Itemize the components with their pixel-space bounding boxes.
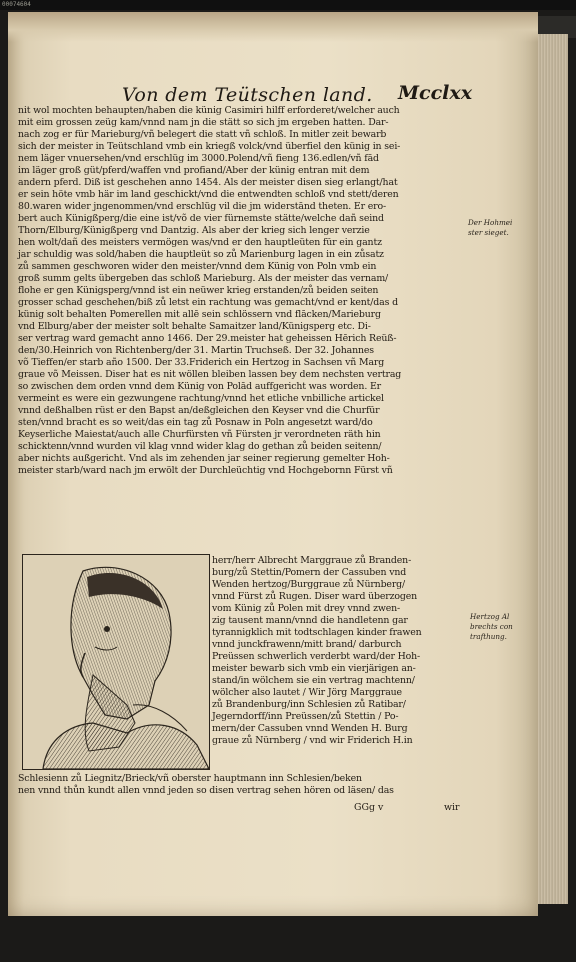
marginal-note: trafthung. [470, 632, 507, 641]
text-line: vnnd deßhalben rüst er den Bapst an/deßgleichen den Keyser vnd die Churfür [18, 405, 380, 416]
text-line: graue võ Meissen. Diser hat es nit wöllen bleiben lassen bey dem nechsten vertrag [18, 369, 402, 380]
portrait-engraving [23, 555, 209, 769]
text-line: burg/zů Stettin/Pomern der Cassuben vnd [212, 567, 407, 578]
text-line: Keyserliche Maiestat/auch alle Churfürsten vñ Fürsten jr verordneten räth hin [18, 429, 381, 440]
marginal-note: Hertzog Al [470, 612, 510, 621]
text-line: graue zů Nürnberg / vnd wir Friderich H.in [212, 735, 413, 746]
text-line: künig solt behalten Pomerellen mit allē sein schlössern vnd flācken/Marieburg [18, 309, 381, 320]
text-line: herr/herr Albrecht Marggraue zů Branden- [212, 555, 412, 566]
text-line: Jegerndorff/inn Preüssen/zů Stettin / Po- [212, 711, 399, 722]
text-line: nen vnnd thůn kundt allen vnnd jeden so disen vertrag sehen hören od läsen/ das [18, 785, 394, 796]
text-line: groß summ gelts übergeben das schloß Marieburg. Als der meister das vernam/ [18, 273, 389, 284]
text-line: den/30.Heinrich von Richtenberg/der 31. Martin Truchseß. Der 32. Johannes [18, 345, 374, 356]
text-line: nem läger vnuersehen/vnd erschlüg im 3000.Polend/vñ fieng 136.edlen/vñ fād [18, 153, 379, 164]
text-line: wölcher also lautet / Wir Jörg Marggraue [212, 687, 402, 698]
text-line: nach zog er für Marieburg/vñ belegert die statt vñ schloß. In mitler zeit bewarb [18, 129, 387, 140]
text-line: andern pferd. Diß ist geschehen anno 1454. Als der meister disen sieg erlangt/hat [18, 177, 398, 188]
text-line: er sein höte vmb här im land geschickt/vnd die entwendten schloß vnd stett/deren [18, 189, 399, 200]
text-line: grosser schad geschehen/biß zů letst ein rachtung was gemacht/vnd er kent/das d [18, 297, 398, 308]
marginal-note: Der Hohmei [468, 218, 513, 227]
text-line: Schlesienn zů Liegnitz/Brieck/vñ oberster hauptmann inn Schlesien/beken [18, 773, 362, 784]
text-line: zig tausent mann/vnnd die handletenn gar [212, 615, 408, 626]
text-line: zů sammen geschworen wider den meister/vnnd dem Künig von Poln vmb ein [18, 261, 377, 272]
scan-top-bar [0, 0, 576, 10]
text-line: Wenden hertzog/Burggraue zů Nürnberg/ [212, 579, 406, 590]
woodcut-portrait [22, 554, 210, 770]
text-line: ser vertrag ward gemacht anno 1466. Der 29.meister hat geheissen Hērich Reüß- [18, 333, 397, 344]
text-line: Preüssen schwerlich verderbt ward/der Hoh- [212, 651, 421, 662]
text-line: im läger groß güt/pferd/waffen vnd profiand/Aber der künig entran mit dem [18, 165, 370, 176]
text-line: vnd Elburg/aber der meister solt behalte Samaitzer land/Künigsperg etc. Di- [18, 321, 371, 332]
text-line: mern/der Cassuben vnnd Wenden H. Burg [212, 723, 408, 734]
page-edges [538, 34, 568, 904]
text-line: hen wolt/dañ des meisters vermögen was/vnd er den hauptleüten für ein gantz [18, 237, 382, 248]
text-line: aber nichts außgericht. Vnd als im zehenden jar seiner regierung gemelter Hoh- [18, 453, 390, 464]
text-line: so zwischen dem orden vnnd dem Künig von Polād auffgericht was worden. Er [18, 381, 382, 392]
text-line: võ Tieffen/er starb año 1500. Der 33.Friderich ein Hertzog in Sachsen vñ Marg [18, 357, 385, 368]
marginal-note: brechts con [470, 622, 513, 631]
running-head: Von dem Teütschen land. [122, 84, 373, 106]
text-line: sten/vnnd bracht es so weit/das ein tag zů Posnaw in Poln angesetzt ward/do [18, 417, 373, 428]
text-line: jar schuldig was sold/haben die hauptleüt so zů Marienburg lagen in ein zůsatz [18, 249, 384, 260]
text-line: schicktenn/vnnd wurden vil klag vnnd wider klag do gethan zů beiden seitenn/ [18, 441, 382, 452]
text-line: stand/in wölchem sie ein vertrag machtenn/ [212, 675, 415, 686]
text-line: sich der meister in Teütschland vmb ein kriegß volck/vnd überfiel den künig in sei- [18, 141, 401, 152]
text-line: bert auch Künigßperg/die eine ist/võ de vier fürnemste stätte/welche dañ seind [18, 213, 384, 224]
text-line: mit eim grossen zeüg kam/vnnd nam jn die stätt so sich jm ergeben hatten. Dar- [18, 117, 389, 128]
catchword: wir [444, 802, 460, 813]
text-line: meister bewarb sich vmb ein vierjärigen an- [212, 663, 416, 674]
text-line: nit wol mochten behaupten/haben die künig Casimiri hilff erforderet/welcher auch [18, 105, 400, 116]
text-line: Thorn/Elburg/Künigßperg vnd Dantzig. Als aber der krieg sich lenger verzie [18, 225, 370, 236]
text-line: vnnd Fürst zů Rugen. Diser ward überzogen [212, 591, 418, 602]
scan-id: 00074604 [2, 1, 31, 8]
text-line: zů Brandenburg/inn Schlesien zů Ratibar/ [212, 699, 406, 710]
text-line: vnnd junckfrawenn/mitt brand/ darburch [212, 639, 402, 650]
page-top-shadow [8, 12, 538, 42]
text-line: vermeint es were ein gezwungene rachtung/vnnd het etliche vnbilliche artickel [18, 393, 384, 404]
text-line: meister starb/ward nach jm erwölt der Durchleüchtig vnd Hochgebornn Fürst vñ [18, 465, 393, 476]
text-line: vom Künig zů Polen mit drey vnnd zwen- [212, 603, 401, 614]
text-line: 80.waren wider jngenommen/vnd erschlüg vil die jm widerstānd theten. Er ero- [18, 201, 386, 212]
marginal-note: ster sieget. [468, 228, 509, 237]
text-line: flohe er gen Künigsperg/vnnd ist ein neüwer krieg erstanden/zů beiden seiten [18, 285, 379, 296]
folio-number: Mcclxx [398, 82, 473, 104]
text-line: tyrannigklich mit todtschlagen kinder frawen [212, 627, 422, 638]
signature-mark: GGg v [354, 802, 384, 813]
